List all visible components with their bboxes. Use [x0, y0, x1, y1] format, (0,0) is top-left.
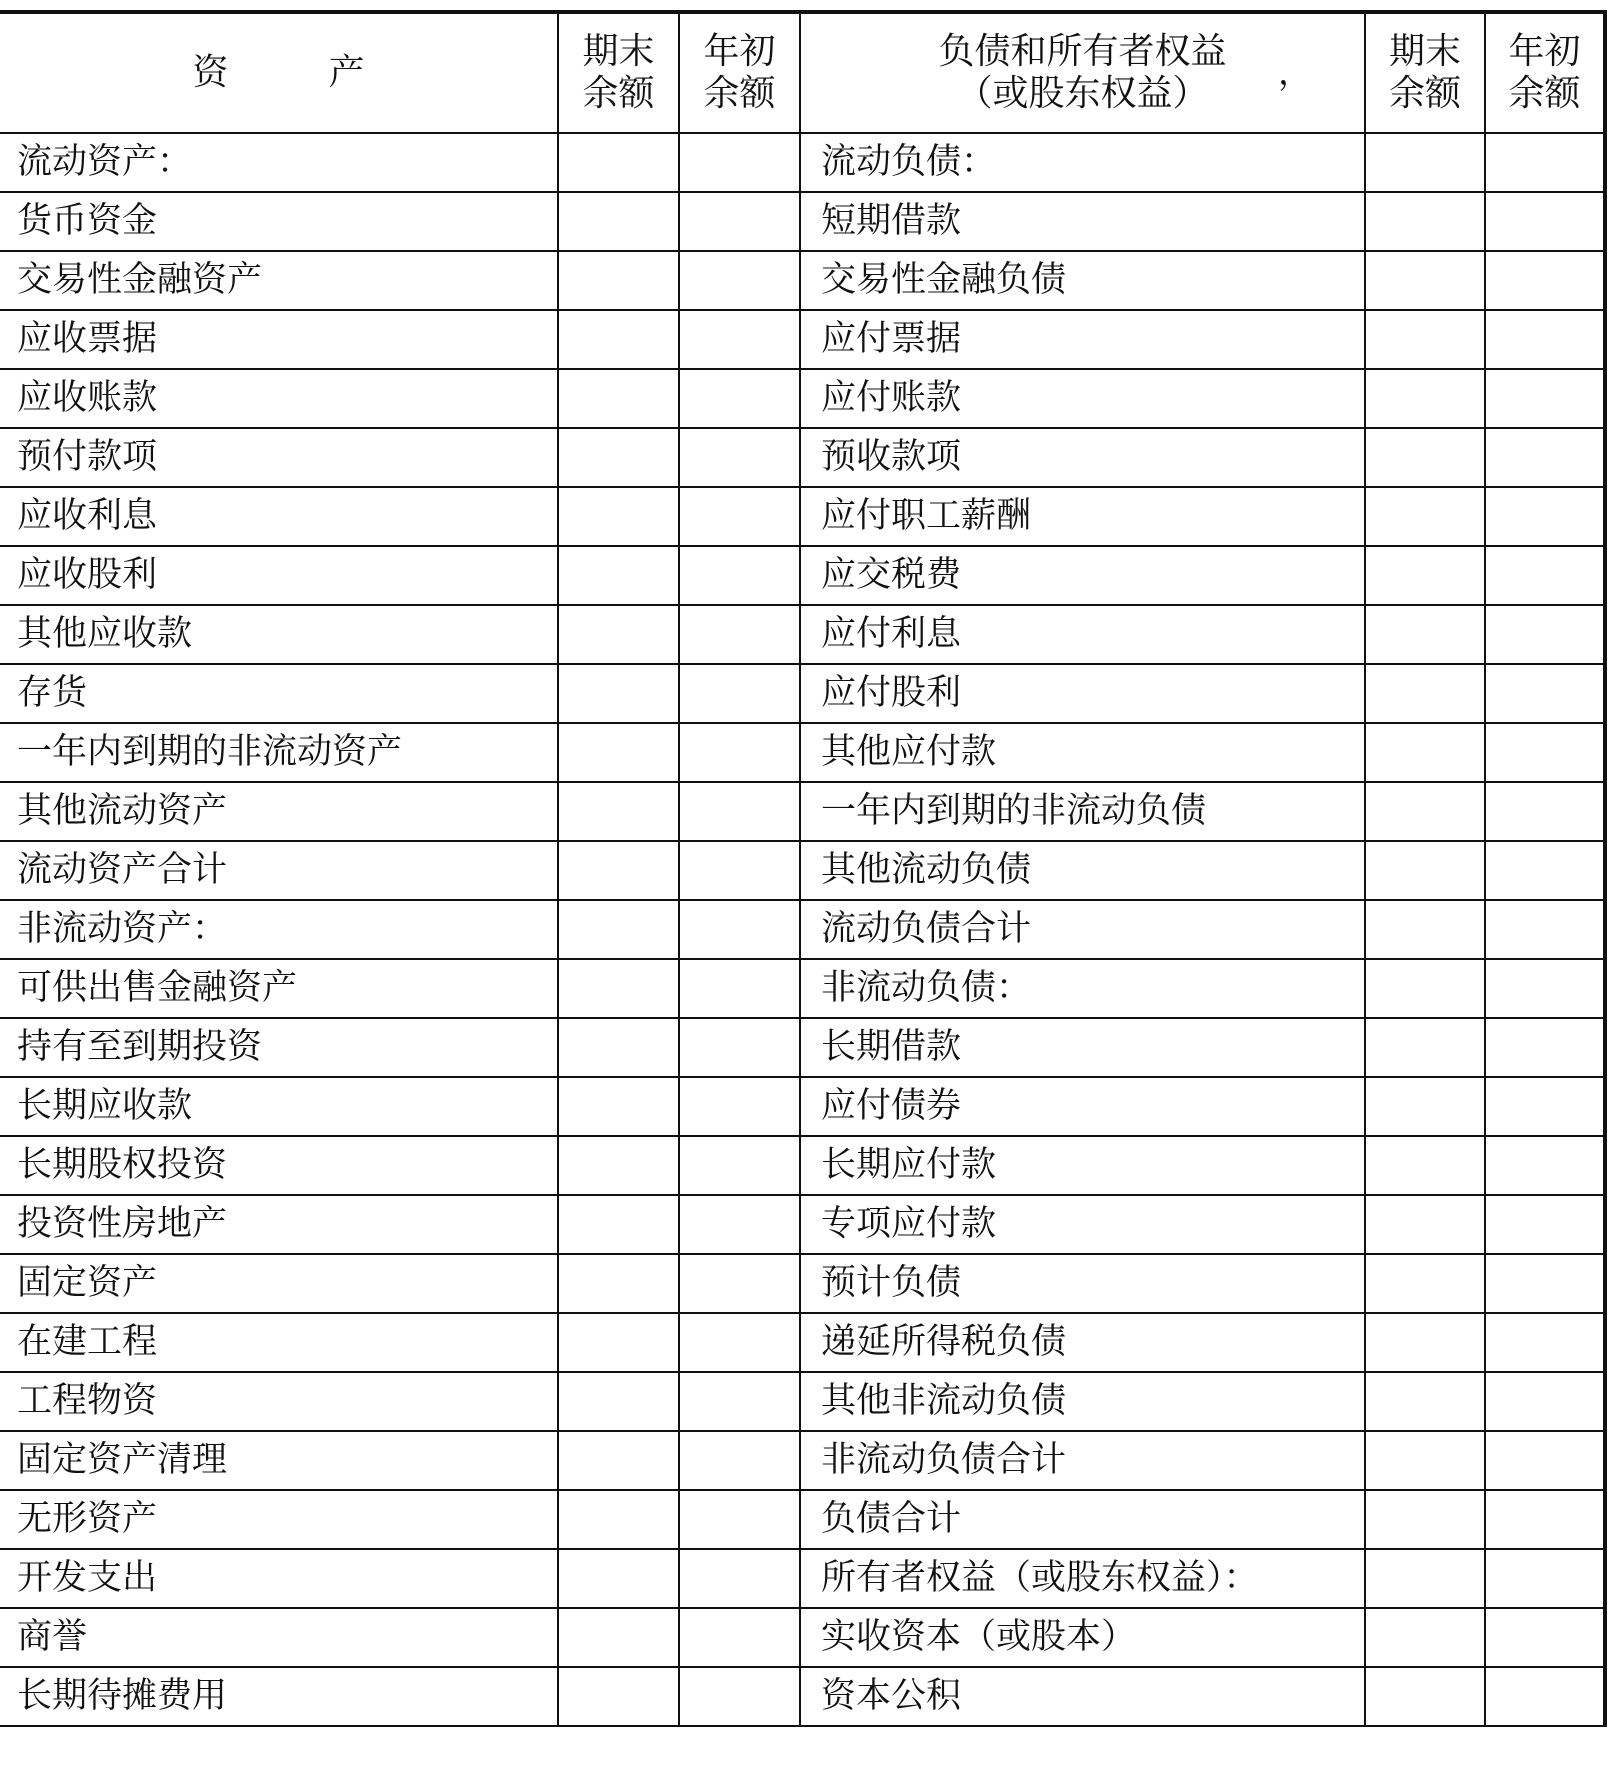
- header-row: [0, 12, 1605, 133]
- liab-year-begin-cell[interactable]: [1485, 1549, 1605, 1608]
- asset-period-end-cell[interactable]: [558, 1195, 679, 1254]
- asset-item-label: 工程物资: [0, 1372, 558, 1431]
- liab-period-end-cell[interactable]: [1365, 1077, 1485, 1136]
- liab-period-end-cell[interactable]: [1365, 1608, 1485, 1667]
- asset-year-begin-cell[interactable]: [679, 1372, 800, 1431]
- liab-period-end-cell[interactable]: [1365, 900, 1485, 959]
- asset-period-end-cell[interactable]: [558, 782, 679, 841]
- asset-period-end-cell[interactable]: [558, 428, 679, 487]
- asset-period-end-cell[interactable]: [558, 133, 679, 192]
- asset-item-label: 长期待摊费用: [0, 1667, 558, 1726]
- table-row: [0, 428, 1605, 487]
- asset-period-end-cell[interactable]: [558, 369, 679, 428]
- liab-year-begin-cell[interactable]: [1485, 664, 1605, 723]
- asset-year-begin-cell[interactable]: [679, 1313, 800, 1372]
- asset-period-end-cell[interactable]: [558, 192, 679, 251]
- asset-year-begin-cell[interactable]: [679, 723, 800, 782]
- liab-year-begin-cell[interactable]: [1485, 133, 1605, 192]
- asset-item-label: 交易性金融资产: [0, 251, 558, 310]
- table-row: [0, 1549, 1605, 1608]
- liab-period-end-cell[interactable]: [1365, 1490, 1485, 1549]
- liability-item-label: 一年内到期的非流动负债: [800, 782, 1365, 841]
- liab-period-end-header-line2: 余额: [1388, 73, 1461, 114]
- liab-year-begin-cell[interactable]: [1485, 1254, 1605, 1313]
- table-row: [0, 1431, 1605, 1490]
- liab-year-begin-cell[interactable]: [1485, 1608, 1605, 1667]
- asset-period-end-cell[interactable]: [558, 664, 679, 723]
- asset-period-end-header: [558, 12, 679, 133]
- liab-year-begin-cell[interactable]: [1485, 723, 1605, 782]
- asset-item-label: 应收股利: [0, 546, 558, 605]
- liability-item-label: 其他流动负债: [800, 841, 1365, 900]
- liab-year-begin-cell[interactable]: [1485, 1490, 1605, 1549]
- table-row: [0, 487, 1605, 546]
- asset-year-begin-cell[interactable]: [679, 133, 800, 192]
- liab-year-begin-cell[interactable]: [1485, 605, 1605, 664]
- table-row: [0, 1254, 1605, 1313]
- liab-period-end-header-line1: 期末: [1388, 31, 1461, 72]
- asset-period-end-cell[interactable]: [558, 723, 679, 782]
- table-row: [0, 1136, 1605, 1195]
- asset-year-begin-cell[interactable]: [679, 841, 800, 900]
- asset-period-end-cell[interactable]: [558, 841, 679, 900]
- asset-period-end-cell[interactable]: [558, 1608, 679, 1667]
- asset-item-label: 非流动资产：: [0, 900, 558, 959]
- table-row: [0, 782, 1605, 841]
- liab-year-begin-cell[interactable]: [1485, 369, 1605, 428]
- liab-period-end-cell[interactable]: [1365, 1372, 1485, 1431]
- asset-item-label: 货币资金: [0, 192, 558, 251]
- asset-item-label: 在建工程: [0, 1313, 558, 1372]
- asset-item-label: 流动资产：: [0, 133, 558, 192]
- liab-period-end-cell[interactable]: [1365, 1549, 1485, 1608]
- liab-period-end-cell[interactable]: [1365, 192, 1485, 251]
- liab-period-end-cell[interactable]: [1365, 605, 1485, 664]
- liab-period-end-header: [1365, 12, 1485, 133]
- liability-item-label: 非流动负债合计: [800, 1431, 1365, 1490]
- liability-item-label: 实收资本（或股本）: [800, 1608, 1365, 1667]
- liab-period-end-cell[interactable]: [1365, 723, 1485, 782]
- liab-year-begin-cell[interactable]: [1485, 1018, 1605, 1077]
- liability-item-label: 短期借款: [800, 192, 1365, 251]
- asset-item-label: 应收票据: [0, 310, 558, 369]
- asset-period-end-cell[interactable]: [558, 1490, 679, 1549]
- table-row: [0, 1667, 1605, 1726]
- asset-year-begin-cell[interactable]: [679, 251, 800, 310]
- liab-period-end-cell[interactable]: [1365, 1431, 1485, 1490]
- balance-sheet-table: [0, 10, 1607, 1727]
- liability-item-label: 应付股利: [800, 664, 1365, 723]
- liab-period-end-cell[interactable]: [1365, 1254, 1485, 1313]
- asset-period-end-cell[interactable]: [558, 1313, 679, 1372]
- asset-item-label: 一年内到期的非流动资产: [0, 723, 558, 782]
- asset-item-label: 可供出售金融资产: [0, 959, 558, 1018]
- liability-item-label: 流动负债合计: [800, 900, 1365, 959]
- asset-year-begin-cell[interactable]: [679, 782, 800, 841]
- asset-year-begin-cell[interactable]: [679, 1077, 800, 1136]
- table-row: [0, 133, 1605, 192]
- asset-year-begin-cell[interactable]: [679, 900, 800, 959]
- liability-item-label: 应付债券: [800, 1077, 1365, 1136]
- table-row: [0, 959, 1605, 1018]
- table-row: [0, 1313, 1605, 1372]
- table-row: [0, 723, 1605, 782]
- asset-item-label: 商誉: [0, 1608, 558, 1667]
- liab-period-end-cell[interactable]: [1365, 1136, 1485, 1195]
- liab-year-begin-cell[interactable]: [1485, 192, 1605, 251]
- liab-period-end-cell[interactable]: [1365, 251, 1485, 310]
- liabilities-header-line1: 负债和所有者权益: [938, 31, 1227, 72]
- liability-item-label: 应付职工薪酬: [800, 487, 1365, 546]
- balance-sheet-body: [0, 133, 1605, 1726]
- asset-item-label: 持有至到期投资: [0, 1018, 558, 1077]
- liab-year-begin-cell[interactable]: [1485, 251, 1605, 310]
- liab-year-begin-cell[interactable]: [1485, 841, 1605, 900]
- asset-year-begin-header-line2: 余额: [703, 73, 776, 114]
- liab-year-begin-cell[interactable]: [1485, 428, 1605, 487]
- liab-period-end-cell[interactable]: [1365, 428, 1485, 487]
- liab-year-begin-cell[interactable]: [1485, 1136, 1605, 1195]
- asset-year-begin-cell[interactable]: [679, 605, 800, 664]
- table-row: [0, 192, 1605, 251]
- liab-year-begin-cell[interactable]: [1485, 1667, 1605, 1726]
- assets-column-header: [0, 12, 558, 133]
- asset-period-end-cell[interactable]: [558, 546, 679, 605]
- liability-item-label: 递延所得税负债: [800, 1313, 1365, 1372]
- assets-header-char-1: 资: [192, 52, 229, 93]
- liability-item-label: 其他非流动负债: [800, 1372, 1365, 1431]
- asset-period-end-header-line1: 期末: [582, 31, 655, 72]
- liability-item-label: 所有者权益（或股东权益）：: [800, 1549, 1365, 1608]
- asset-year-begin-cell[interactable]: [679, 1018, 800, 1077]
- asset-year-begin-cell[interactable]: [679, 1549, 800, 1608]
- liability-item-label: 应交税费: [800, 546, 1365, 605]
- liability-item-label: 交易性金融负债: [800, 251, 1365, 310]
- asset-year-begin-cell[interactable]: [679, 664, 800, 723]
- table-row: [0, 546, 1605, 605]
- liab-year-begin-header: [1485, 12, 1605, 133]
- liability-item-label: 流动负债：: [800, 133, 1365, 192]
- table-row: [0, 841, 1605, 900]
- table-row: [0, 605, 1605, 664]
- liabilities-column-header: [800, 12, 1365, 133]
- liab-year-begin-cell[interactable]: [1485, 1313, 1605, 1372]
- asset-period-end-cell[interactable]: [558, 251, 679, 310]
- asset-period-end-cell[interactable]: [558, 1254, 679, 1313]
- asset-year-begin-cell[interactable]: [679, 428, 800, 487]
- asset-item-label: 应收利息: [0, 487, 558, 546]
- liab-year-begin-cell[interactable]: [1485, 959, 1605, 1018]
- liab-period-end-cell[interactable]: [1365, 1018, 1485, 1077]
- liab-period-end-cell[interactable]: [1365, 310, 1485, 369]
- asset-year-begin-cell[interactable]: [679, 1431, 800, 1490]
- liab-year-begin-cell[interactable]: [1485, 900, 1605, 959]
- asset-period-end-cell[interactable]: [558, 1136, 679, 1195]
- liab-period-end-cell[interactable]: [1365, 1195, 1485, 1254]
- liab-year-begin-cell[interactable]: [1485, 546, 1605, 605]
- liability-item-label: 应付利息: [800, 605, 1365, 664]
- liab-year-begin-cell[interactable]: [1485, 1195, 1605, 1254]
- liability-item-label: 预收款项: [800, 428, 1365, 487]
- asset-item-label: 存货: [0, 664, 558, 723]
- asset-year-begin-cell[interactable]: [679, 487, 800, 546]
- asset-item-label: 固定资产: [0, 1254, 558, 1313]
- liab-year-begin-cell[interactable]: [1485, 487, 1605, 546]
- liab-year-begin-cell[interactable]: [1485, 1431, 1605, 1490]
- table-row: [0, 310, 1605, 369]
- asset-year-begin-cell[interactable]: [679, 1608, 800, 1667]
- liab-year-begin-cell[interactable]: [1485, 310, 1605, 369]
- asset-period-end-cell[interactable]: [558, 487, 679, 546]
- asset-year-begin-cell[interactable]: [679, 1667, 800, 1726]
- asset-period-end-header-line2: 余额: [582, 73, 655, 114]
- liab-period-end-cell[interactable]: [1365, 1313, 1485, 1372]
- liability-item-label: 专项应付款: [800, 1195, 1365, 1254]
- liab-period-end-cell[interactable]: [1365, 487, 1485, 546]
- asset-item-label: 投资性房地产: [0, 1195, 558, 1254]
- liability-item-label: 长期借款: [800, 1018, 1365, 1077]
- liability-item-label: 资本公积: [800, 1667, 1365, 1726]
- liabilities-header-line2: （或股东权益）: [956, 73, 1209, 114]
- asset-year-begin-cell[interactable]: [679, 1195, 800, 1254]
- table-row: [0, 1018, 1605, 1077]
- asset-period-end-cell[interactable]: [558, 959, 679, 1018]
- asset-item-label: 应收账款: [0, 369, 558, 428]
- liab-period-end-cell[interactable]: [1365, 782, 1485, 841]
- table-row: [0, 251, 1605, 310]
- asset-period-end-cell[interactable]: [558, 1018, 679, 1077]
- asset-item-label: 预付款项: [0, 428, 558, 487]
- asset-item-label: 无形资产: [0, 1490, 558, 1549]
- liab-period-end-cell[interactable]: [1365, 664, 1485, 723]
- table-row: [0, 900, 1605, 959]
- liab-period-end-cell[interactable]: [1365, 841, 1485, 900]
- asset-period-end-cell[interactable]: [558, 310, 679, 369]
- asset-year-begin-cell[interactable]: [679, 1490, 800, 1549]
- table-row: [0, 664, 1605, 723]
- asset-year-begin-cell[interactable]: [679, 546, 800, 605]
- liability-item-label: 应付票据: [800, 310, 1365, 369]
- asset-item-label: 固定资产清理: [0, 1431, 558, 1490]
- asset-year-begin-cell[interactable]: [679, 192, 800, 251]
- asset-year-begin-header: [679, 12, 800, 133]
- asset-period-end-cell[interactable]: [558, 900, 679, 959]
- balance-sheet: [0, 10, 1605, 1727]
- table-row: [0, 1195, 1605, 1254]
- liab-period-end-cell[interactable]: [1365, 546, 1485, 605]
- asset-item-label: 长期股权投资: [0, 1136, 558, 1195]
- asset-period-end-cell[interactable]: [558, 1549, 679, 1608]
- assets-header-char-2: 产: [328, 52, 365, 93]
- liability-item-label: 应付账款: [800, 369, 1365, 428]
- asset-period-end-cell[interactable]: [558, 1667, 679, 1726]
- asset-year-begin-cell[interactable]: [679, 1136, 800, 1195]
- liab-period-end-cell[interactable]: [1365, 369, 1485, 428]
- liability-item-label: 长期应付款: [800, 1136, 1365, 1195]
- table-row: [0, 369, 1605, 428]
- liab-year-begin-header-line1: 年初: [1508, 31, 1581, 72]
- table-row: [0, 1608, 1605, 1667]
- asset-year-begin-cell[interactable]: [679, 310, 800, 369]
- liab-year-begin-cell[interactable]: [1485, 1372, 1605, 1431]
- asset-period-end-cell[interactable]: [558, 1077, 679, 1136]
- asset-year-begin-cell[interactable]: [679, 1254, 800, 1313]
- table-row: [0, 1077, 1605, 1136]
- liabilities-header-mark: ，: [1278, 53, 1312, 93]
- asset-period-end-cell[interactable]: [558, 605, 679, 664]
- asset-period-end-cell[interactable]: [558, 1431, 679, 1490]
- asset-item-label: 开发支出: [0, 1549, 558, 1608]
- asset-item-label: 其他流动资产: [0, 782, 558, 841]
- liab-period-end-cell[interactable]: [1365, 1667, 1485, 1726]
- liab-year-begin-cell[interactable]: [1485, 782, 1605, 841]
- asset-period-end-cell[interactable]: [558, 1372, 679, 1431]
- liability-item-label: 非流动负债：: [800, 959, 1365, 1018]
- liab-period-end-cell[interactable]: [1365, 959, 1485, 1018]
- asset-item-label: 流动资产合计: [0, 841, 558, 900]
- liab-year-begin-cell[interactable]: [1485, 1077, 1605, 1136]
- liability-item-label: 负债合计: [800, 1490, 1365, 1549]
- liability-item-label: 其他应付款: [800, 723, 1365, 782]
- asset-item-label: 长期应收款: [0, 1077, 558, 1136]
- asset-item-label: 其他应收款: [0, 605, 558, 664]
- table-row: [0, 1490, 1605, 1549]
- liab-year-begin-header-line2: 余额: [1508, 73, 1581, 114]
- liability-item-label: 预计负债: [800, 1254, 1365, 1313]
- asset-year-begin-cell[interactable]: [679, 959, 800, 1018]
- table-row: [0, 1372, 1605, 1431]
- asset-year-begin-cell[interactable]: [679, 369, 800, 428]
- liab-period-end-cell[interactable]: [1365, 133, 1485, 192]
- asset-year-begin-header-line1: 年初: [703, 31, 776, 72]
